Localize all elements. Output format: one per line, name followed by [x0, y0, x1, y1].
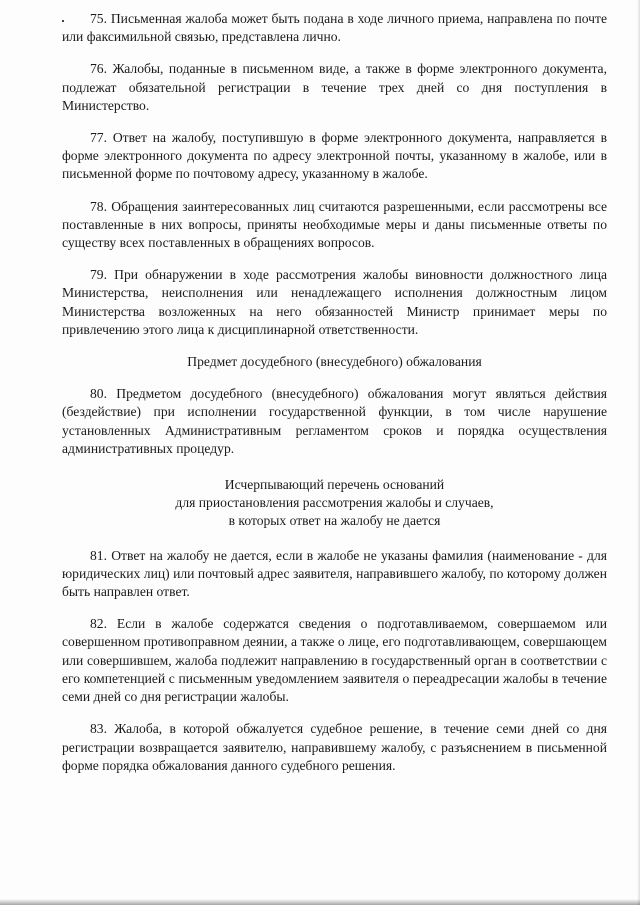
- paragraph-text: Жалобы, поданные в письменном виде, а также в форме электронного документа, подлежат обязательной регистрации в течение трех дней со дня поступления в Министерство.: [62, 61, 607, 113]
- paragraph-number: 75.: [90, 11, 107, 26]
- scan-shadow-bottom: [0, 899, 640, 905]
- paragraph-75: [62, 10, 607, 46]
- paragraph-number: 83.: [90, 721, 107, 737]
- heading-line-2: для приостановления рассмотрения жалобы и случаев,: [175, 495, 494, 511]
- section-heading-grounds: [62, 476, 607, 531]
- paragraph-number: 81.: [90, 547, 107, 563]
- paragraph-number: 76.: [90, 61, 107, 77]
- paragraph-number: 78.: [90, 198, 107, 214]
- paragraph-78: [62, 198, 607, 253]
- paragraph-number: 82.: [90, 616, 107, 632]
- paragraph-80: [62, 385, 607, 458]
- paragraph-text: Ответ на жалобу не дается, если в жалобе не указаны фамилия (наименование - для юридических лиц) или почтовый адрес заявителя, направившего жалобу, по которому должен быть направлен ответ.: [62, 547, 607, 600]
- heading-line-1: Исчерпывающий перечень оснований: [224, 477, 445, 493]
- paragraph-text: Если в жалобе содержатся сведения о подготавливаемом, совершаемом или совершенном противоправном деянии, а также о лице, его подготавливающем, совершающем или совершившем, жалоба подлежит направлению в государственный орган в соответствии с его компетенцией с письменным уведомлением заявителя о переадресации жалобы в течение семи дней со дня регистрации жалобы.: [62, 616, 607, 705]
- paragraph-82: [62, 615, 607, 706]
- paragraph-number: 79.: [90, 267, 107, 283]
- paragraph-77: [62, 129, 607, 184]
- paragraph-83: [62, 720, 607, 775]
- paragraph-79: [62, 266, 607, 339]
- paragraph-text: Обращения заинтересованных лиц считаются разрешенными, если рассмотрены все поставленные в них вопросы, приняты необходимые меры и даны письменные ответы по существу всех поставленных в обращениях вопросов.: [62, 198, 607, 251]
- paragraph-81: [62, 547, 607, 602]
- heading-line: Предмет досудебного (внесудебного) обжалования: [187, 354, 482, 370]
- paragraph-text: Предметом досудебного (внесудебного) обжалования могут являться действия (бездействие) при исполнении государственной функции, в том числе нарушение установленных Административным регламентом сроков и порядка осуществления административных процедур.: [62, 386, 608, 456]
- paragraph-text: Жалоба, в которой обжалуется судебное решение, в течение семи дней со дня регистрации возвращается заявителю, направившему жалобу, с разъяснением в письменной форме порядка обжалования данного судебного решения.: [62, 721, 607, 773]
- paragraph-text: Письменная жалоба может быть подана в ходе личного приема, направлена по почте или факсимильной связью, представлена лично.: [62, 11, 607, 45]
- section-heading-subject: [62, 353, 607, 371]
- paragraph-number: 80.: [90, 386, 107, 402]
- paragraph-text: Ответ на жалобу, поступившую в форме электронного документа, направляется в форме электронного документа по адресу электронной почты, указанному в жалобе, или в письменной форме по почтовому адресу, указанному в жалобе.: [62, 130, 608, 182]
- spacer: [62, 472, 607, 474]
- paragraph-text: При обнаружении в ходе рассмотрения жалобы виновности должностного лица Министерства, неисполнения или ненадлежащего исполнения должностным лицом Министерства возложенных на него обязанностей Министр принимает меры по привлечению этого лица к дисциплинарной ответственности.: [62, 267, 607, 337]
- heading-line-3: в которых ответ на жалобу не дается: [228, 513, 441, 529]
- paragraph-76: [62, 60, 607, 115]
- document-body: [62, 10, 607, 789]
- paragraph-number: 77.: [90, 130, 107, 146]
